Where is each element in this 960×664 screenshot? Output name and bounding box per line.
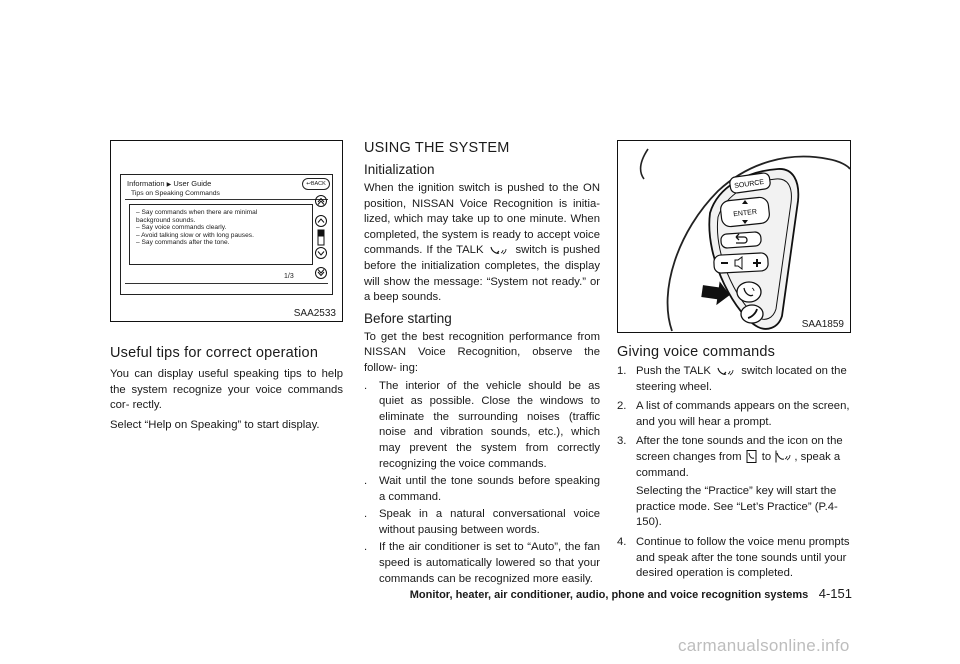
bullet-mark: . — [364, 541, 368, 554]
steering-wheel-illustration — [618, 141, 850, 332]
svg-text:SOURCE: SOURCE — [733, 178, 765, 191]
heading-before-starting: Before starting — [364, 310, 452, 326]
scroll-down-icon — [316, 248, 327, 259]
list-item: . The interior of the vehicle should be as quiet as possible. Close the windows to eliminate the surrounding noises (traffic noise and vibration sounds, etc.), which may prevent the system from correctly recognizing the voice commands. — [364, 379, 600, 470]
column-1 — [110, 345, 343, 433]
tip-line: – Avoid talking slow or with long pauses. — [136, 231, 254, 239]
figure-caption: SAA1859 — [801, 319, 844, 330]
back-arrow-icon: ↩ — [306, 181, 311, 187]
list-item: . Wait until the tone sounds before speaking a command. — [364, 475, 600, 503]
scroll-thumb — [319, 231, 324, 237]
page-indicator: 1/3 — [284, 273, 294, 280]
talk-ready-icon — [774, 450, 794, 463]
heading-giving-voice-commands: Giving voice commands — [617, 344, 776, 360]
scroll-controls — [311, 191, 331, 287]
breadcrumb-item-information: Information — [127, 179, 165, 188]
svg-text:ENTER: ENTER — [732, 208, 758, 219]
tip-line: – Say voice commands clearly. — [136, 224, 227, 232]
talk-button — [737, 282, 761, 302]
figure-steering-switch — [617, 140, 851, 333]
list-item-step-3: 3. After the tone sounds and the icon on the screen changes from to , speak a command. — [617, 435, 843, 479]
list-item-step-2: 2. A list of commands appears on the screen, and you will hear a prompt. — [617, 400, 850, 428]
list-item-step-1: 1. Push the TALK switch located on the steering wheel. — [617, 365, 847, 393]
page-footer — [380, 585, 852, 603]
breadcrumb — [127, 179, 211, 188]
breadcrumb-arrow-icon: ▶ — [166, 182, 172, 188]
screen-bottom-line — [125, 283, 328, 284]
column-2 — [364, 140, 600, 587]
volume-button — [714, 253, 769, 274]
paragraph: You can display useful speaking tips to help the system recognize your voice commands cor- rectly. — [110, 368, 343, 412]
section-title: USING THE SYSTEM — [364, 140, 510, 156]
page-number: 4-151 — [818, 586, 852, 601]
scroll-up-icon — [316, 216, 327, 227]
figure-caption: SAA2533 — [293, 308, 336, 319]
bullet-list — [364, 379, 600, 588]
talk-waiting-icon — [745, 450, 759, 463]
tip-line: background sounds. — [136, 216, 196, 224]
list-item: . If the air conditioner is set to “Auto”, the fan speed is automatically lowered so that your commands can be recognized more easily. — [364, 541, 600, 585]
bullet-mark: . — [364, 508, 368, 521]
bullet-mark: . — [364, 379, 368, 392]
paragraph-before-starting: To get the best recognition performance from NISSAN Voice Recognition, observe the follow- ing: — [364, 330, 600, 374]
subtitle-divider — [125, 199, 328, 200]
heading-useful-tips: Useful tips for correct operation — [110, 345, 319, 361]
watermark: carmanualsonline.info — [678, 636, 850, 655]
bullet-mark: . — [364, 475, 368, 488]
talk-switch-icon — [487, 244, 511, 256]
figure-display-screen — [110, 140, 343, 322]
tips-text-box — [129, 204, 313, 265]
page-down-icon — [316, 268, 327, 279]
list-item-step-4: 4. Continue to follow the voice menu prompts and speak after the tone sounds until your desired operation is completed. — [617, 535, 850, 580]
tip-line: – Say commands when there are minimal — [136, 209, 258, 216]
back-button-icon — [721, 232, 762, 249]
paragraph: Select “Help on Speaking” to start display. — [110, 418, 320, 431]
screen-subtitle: Tips on Speaking Commands — [131, 190, 220, 197]
phone-button — [741, 305, 763, 323]
tip-line: – Say commands after the tone. — [136, 239, 230, 247]
back-button: ↩BACK — [302, 178, 330, 190]
list-item: . Speak in a natural conversational voice without pausing between words. — [364, 508, 600, 536]
footer-title: Monitor, heater, air conditioner, audio, phone and voice recognition systems — [409, 589, 809, 601]
talk-switch-icon — [714, 365, 738, 377]
heading-initialization: Initialization — [364, 162, 435, 177]
column-3 — [617, 344, 853, 582]
list-item-step-3-note: Selecting the “Practice” key will start the practice mode. See “Let’s Practice” (P.4- 150). — [636, 485, 838, 529]
page-up-icon — [316, 196, 327, 207]
display-screen — [120, 174, 333, 295]
breadcrumb-item-user-guide: User Guide — [173, 179, 212, 188]
enter-button — [720, 197, 770, 228]
paragraph-initialization: When the ignition switch is pushed to the ON position, NISSAN Voice Recognition is initia- lized, which may take up to one minute. When completed, the system is ready to accept voice commands. If the TALK switch is pushed before the initialization completes, the display will show the message: “System not ready.” or a beep sounds. — [364, 182, 601, 304]
